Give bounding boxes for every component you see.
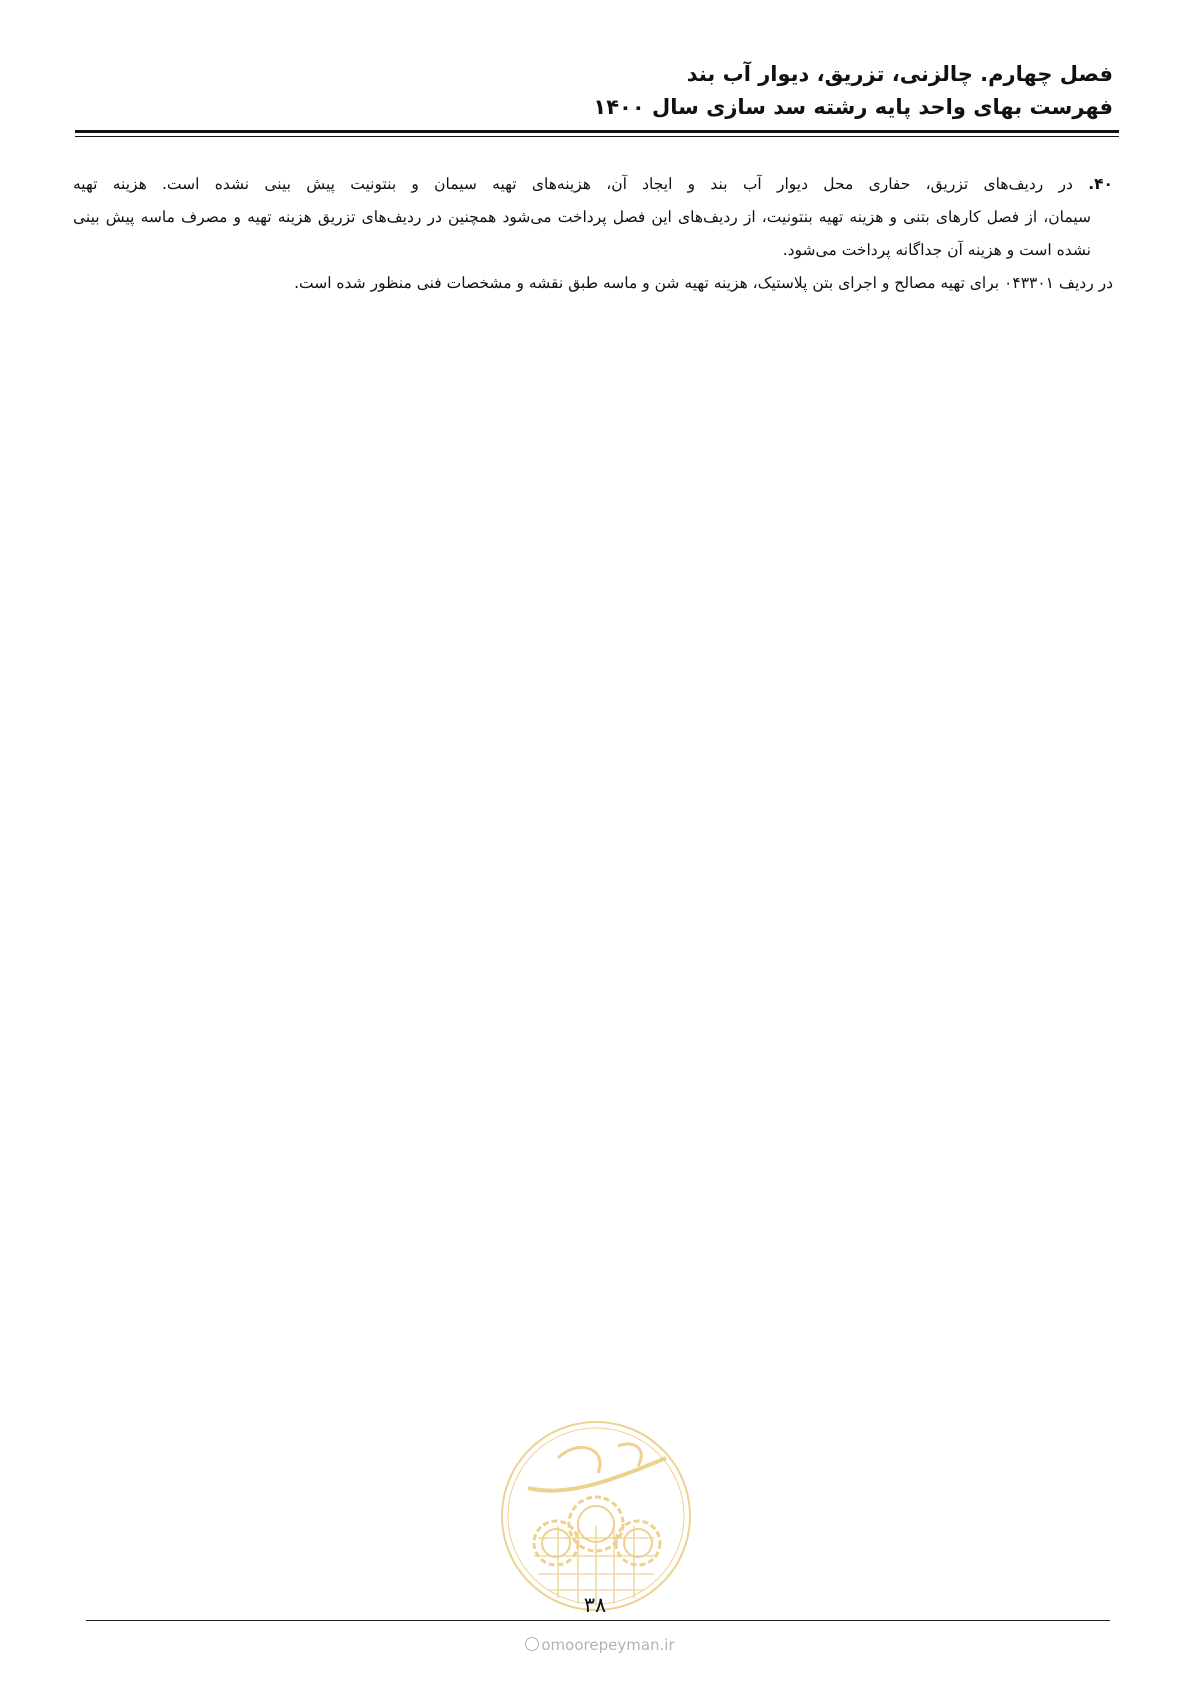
page-number: ۳۸ bbox=[583, 1593, 607, 1617]
header-rule-thin bbox=[75, 136, 1119, 137]
header-rule-thick bbox=[75, 130, 1119, 133]
globe-icon bbox=[525, 1637, 539, 1651]
note-40 bbox=[73, 168, 1113, 267]
price-list-title: فهرست بهای واحد پایه رشته سد سازی سال ۱۴۰۰ bbox=[593, 95, 1113, 119]
watermark-logo bbox=[498, 1418, 694, 1618]
website-watermark bbox=[510, 1636, 690, 1654]
paragraph-row-043301: در ردیف ۰۴۳۳۰۱ برای تهیه مصالح و اجرای بتن پلاستیک، هزینه تهیه شن و ماسه طبق نقشه و مشخصات فنی منظور شده است. bbox=[294, 274, 1113, 292]
note-continuation: سیمان، از فصل کارهای بتنی و هزینه تهیه بنتونیت، از ردیف‌های این فصل پرداخت می‌شود همچنین در ردیف‌های تزریق هزینه تهیه و مصرف ماسه پیش بینی نشده است و هزینه آن جداگانه پرداخت می‌شود. bbox=[73, 208, 1091, 259]
note-first-text: در ردیف‌های تزریق، حفاری محل دیوار آب بند و ایجاد آن، هزینه‌های تهیه سیمان و بنتونیت پیش بینی نشده است. هزینه تهیه bbox=[73, 175, 1073, 193]
website-text: omoorepeyman.ir bbox=[541, 1636, 675, 1654]
page-header bbox=[83, 58, 1113, 124]
note-number: ۴۰. bbox=[1088, 175, 1113, 193]
body-text bbox=[73, 168, 1113, 300]
footer-rule bbox=[86, 1620, 1110, 1621]
note-first-line bbox=[73, 168, 1113, 201]
chapter-title: فصل چهارم. چالزنی، تزریق، دیوار آب بند bbox=[686, 62, 1113, 86]
